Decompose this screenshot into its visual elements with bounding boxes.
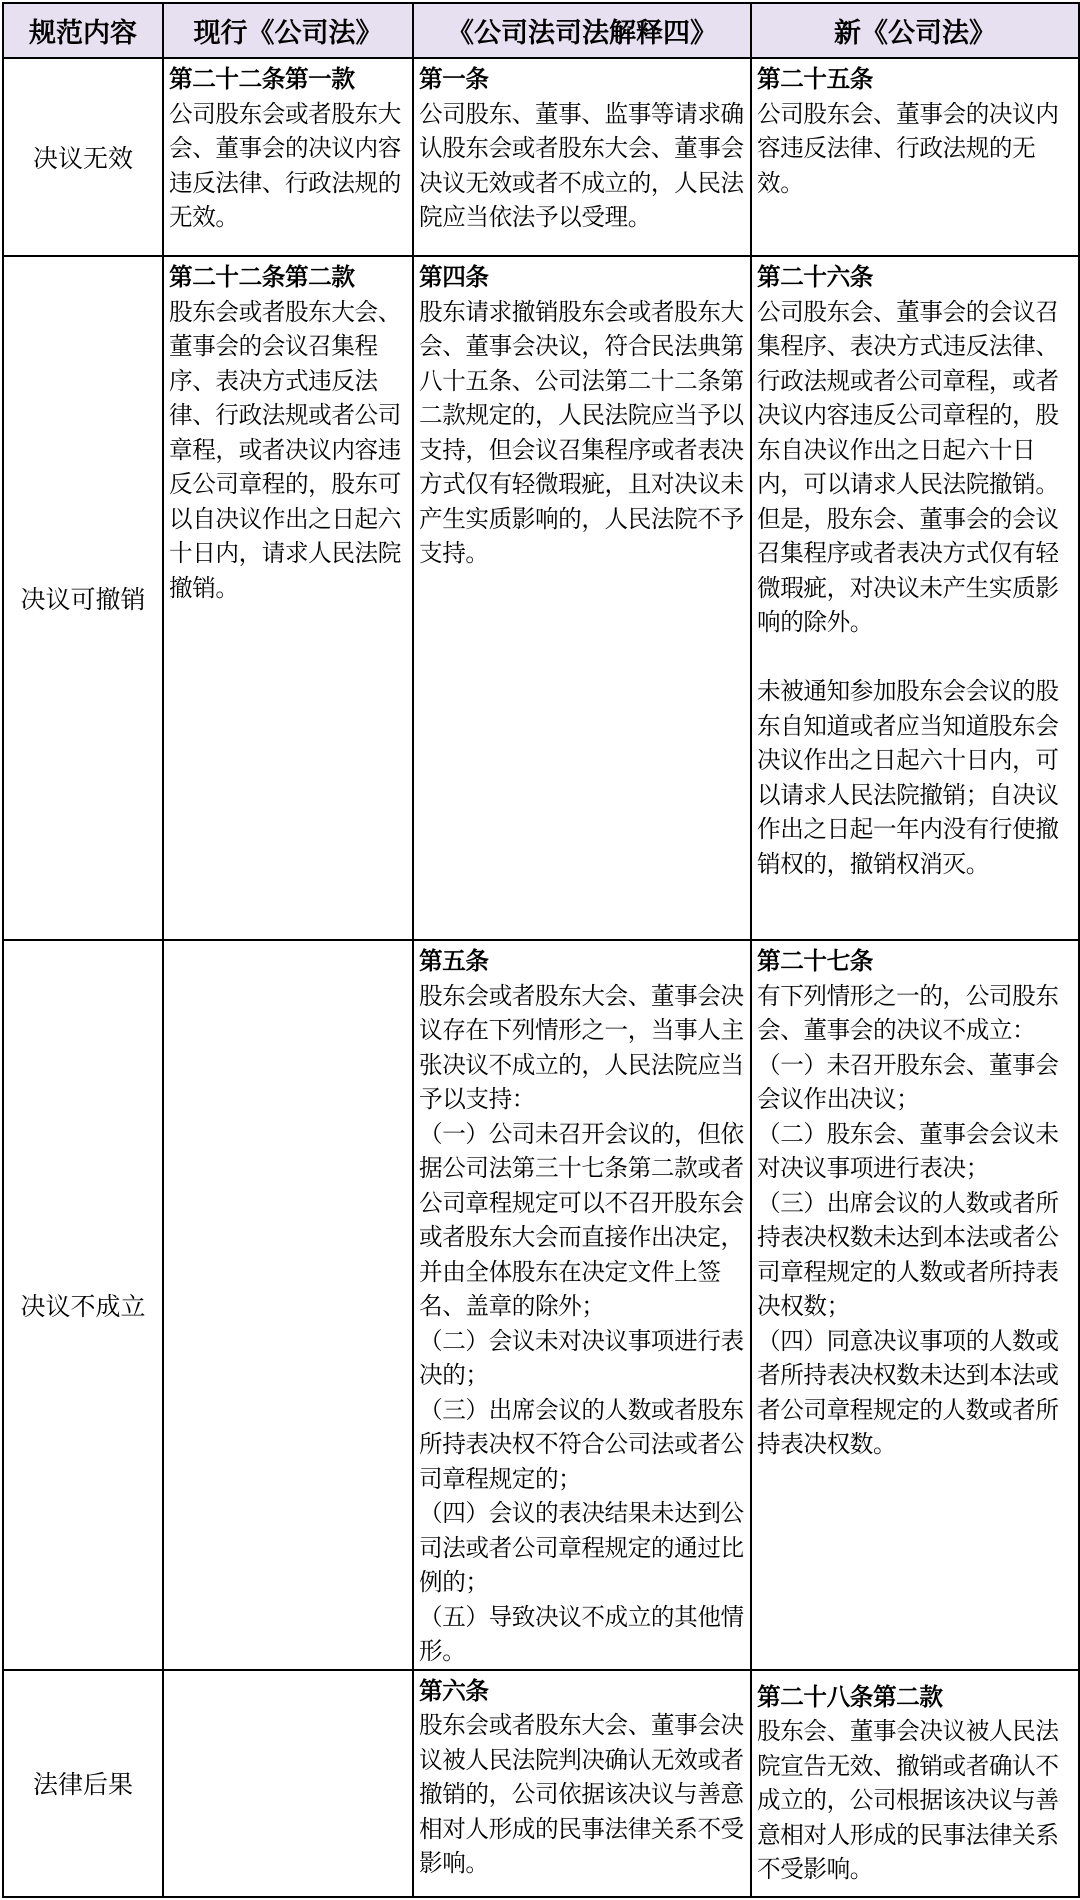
current-law-cell [163, 256, 413, 940]
article-number: 第五条 [419, 947, 489, 975]
new-law-cell [751, 1670, 1079, 1898]
table-row [3, 58, 1079, 256]
row-topic: 决议不成立 [3, 940, 163, 1670]
article-text: 股东请求撤销股东会或者股东大会、董事会决议，符合民法典第八十五条、公司法第二十二条第二款规定的，人民法院应当予以支持，但会议召集程序或者表决方式仅有轻微瑕疵，且对决议未产生实质影响的，人民法院不予支持。 [419, 297, 744, 567]
article-text: 有下列情形之一的，公司股东会、董事会的决议不成立： （一）未召开股东会、董事会会议作出决议； （二）股东会、董事会会议未对决议事项进行表决； （三）出席会议的人数或者所持表决权数未达到本法或者公司章程规定的人数或者所持表决权数； （四）同意决议事项的人数或者所持表决权数未达到本法或者公司章程规定的人数或者所持表决权数。 [757, 981, 1059, 1458]
new-law-cell [751, 256, 1079, 940]
article-number: 第二十六条 [757, 263, 873, 291]
article-text: 公司股东、董事、监事等请求确认股东会或者股东大会、董事会决议无效或者不成立的，人民法院应当依法予以受理。 [419, 99, 744, 231]
row-topic: 决议无效 [3, 58, 163, 256]
new-law-cell [751, 58, 1079, 256]
article-number: 第二十二条第一款 [169, 65, 355, 93]
row-topic: 法律后果 [3, 1670, 163, 1898]
header-interpretation: 《公司法司法解释四》 [413, 3, 751, 58]
article-text: 股东会、董事会决议被人民法院宣告无效、撤销或者确认不成立的，公司根据该决议与善意相对人形成的民事法律关系不受影响。 [757, 1717, 1059, 1884]
header-new-law: 新《公司法》 [751, 3, 1079, 58]
current-law-cell [163, 1670, 413, 1898]
article-number: 第二十五条 [757, 65, 873, 93]
interpretation-cell [413, 256, 751, 940]
table-row [3, 256, 1079, 940]
article-text: 公司股东会或者股东大会、董事会的决议内容违反法律、行政法规的无效。 [169, 99, 401, 231]
interpretation-cell [413, 1670, 751, 1898]
article-number: 第一条 [419, 65, 489, 93]
article-number: 第二十八条第二款 [757, 1682, 943, 1711]
row-topic: 决议可撤销 [3, 256, 163, 940]
header-current-law: 现行《公司法》 [163, 3, 413, 58]
law-comparison-table [2, 2, 1080, 1898]
article-text: 股东会或者股东大会、董事会决议被人民法院判决确认无效或者撤销的，公司依据该决议与善意相对人形成的民事法律关系不受影响。 [419, 1711, 744, 1877]
article-number: 第六条 [419, 1676, 489, 1705]
current-law-cell [163, 940, 413, 1670]
header-row [3, 3, 1079, 58]
table-row [3, 1670, 1079, 1898]
article-text: 股东会或者股东大会、董事会的会议召集程序、表决方式违反法律、行政法规或者公司章程，或者决议内容违反公司章程的，股东可以自决议作出之日起六十日内，请求人民法院撤销。 [169, 297, 401, 602]
current-law-cell [163, 58, 413, 256]
header-topic: 规范内容 [3, 3, 163, 58]
new-law-cell [751, 940, 1079, 1670]
article-text: 公司股东会、董事会的会议召集程序、表决方式违反法律、行政法规或者公司章程，或者决议内容违反公司章程的，股东自决议作出之日起六十日内，可以请求人民法院撤销。但是，股东会、董事会的会议召集程序或者表决方式仅有轻微瑕疵，对决议未产生实质影响的除外。 未被通知参加股东会会议的股东自知道或者应当知道股东会决议作出之日起六十日内，可以请求人民法院撤销；自决议作出之日起一年内没有行使撤销权的，撤销权消灭。 [757, 297, 1059, 878]
article-number: 第四条 [419, 263, 489, 291]
interpretation-cell [413, 940, 751, 1670]
article-text: 股东会或者股东大会、董事会决议存在下列情形之一，当事人主张决议不成立的，人民法院应当予以支持： （一）公司未召开会议的，但依据公司法第三十七条第二款或者公司章程规定可以不召开股东会或者股东大会而直接作出决定，并由全体股东在决定文件上签名、盖章的除外； （二）会议未对决议事项进行表决的； （三）出席会议的人数或者股东所持表决权不符合公司法或者公司章程规定的； （四）会议的表决结果未达到公司法或者公司章程规定的通过比例的； （五）导致决议不成立的其他情形。 [419, 981, 744, 1665]
interpretation-cell [413, 58, 751, 256]
article-text: 公司股东会、董事会的决议内容违反法律、行政法规的无效。 [757, 99, 1059, 197]
table-row [3, 940, 1079, 1670]
article-number: 第二十七条 [757, 947, 873, 975]
article-number: 第二十二条第二款 [169, 263, 355, 291]
